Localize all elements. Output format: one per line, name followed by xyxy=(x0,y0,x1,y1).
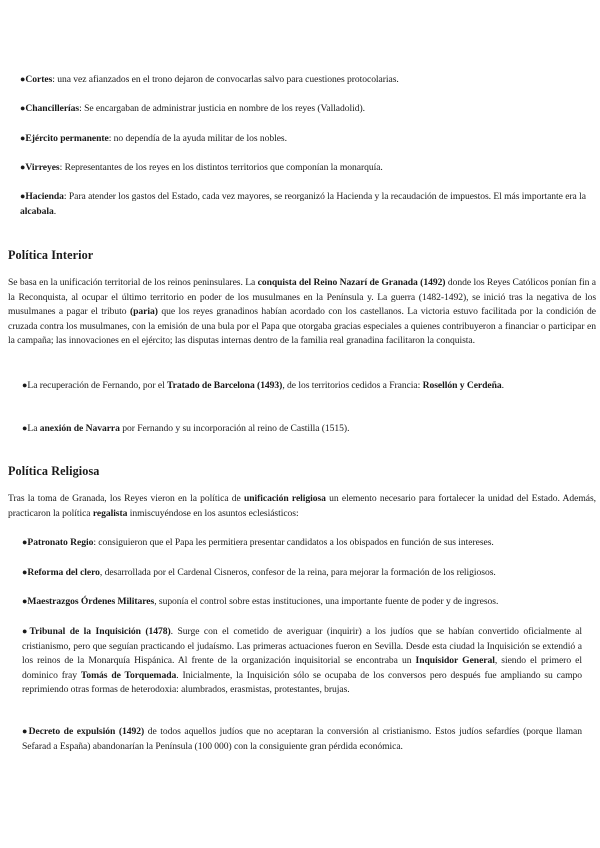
list-item-title: Cortes xyxy=(25,74,53,85)
paragraph-interior xyxy=(8,276,596,349)
bullet-icon: ● xyxy=(20,74,26,84)
list-item-decreto xyxy=(22,724,582,754)
text-run: . Inicialmente, la Inquisición sólo se ocupaba de los conversos pero después fue ampliando su campo reprimiendo otras formas de heterodoxia: alumbrados, erasmistas, protestantes, brujas. xyxy=(22,669,583,696)
bullet-icon: ● xyxy=(22,537,28,547)
bullet-icon: ● xyxy=(20,162,26,172)
bold-run: Tomás de Torquemada xyxy=(80,669,177,681)
text-run: La recuperación de Fernando, por el xyxy=(27,380,168,391)
list-item-inquisicion xyxy=(22,624,582,698)
list-item-patronato xyxy=(22,535,588,551)
text-run: un elemento necesario para fortalecer la unidad del Estado. Además, practicaron la política xyxy=(8,493,597,519)
bold-run: Inquisidor General xyxy=(415,655,495,667)
list-item-reforma xyxy=(22,565,588,581)
list-item-chancillerias xyxy=(20,101,592,117)
text-run: . Surge con el cometido de averiguar (inquirir) a los judíos que se habían convertido oficialmente al cristianismo, pero que seguían practicando el judaísmo. Las primeras actuaciones fueron en Sevilla. Desde esta ciudad la Inquisición se extendió a los reinos de la Monarquía Hispánica. Al frente de la organización inquisitorial se encontraba un xyxy=(22,626,582,667)
text-run: Tras la toma de Granada, los Reyes vieron en la política de xyxy=(8,493,244,504)
bullet-icon: ● xyxy=(22,626,30,636)
list-item-title: Tribunal de la Inquisición (1478) xyxy=(29,626,171,637)
list-item-title: Virreyes xyxy=(25,162,60,173)
text-run: , siendo el primero el dominico fray xyxy=(22,655,582,681)
list-item-title: Chancillerías xyxy=(25,103,80,114)
list-item-text: , desarrollada por el Cardenal Cisneros, confesor de la reina, para mejorar la formación de los religiosos. xyxy=(99,567,496,578)
list-item-navarra xyxy=(22,421,582,437)
bold-run: conquista del Reino Nazarí de Granada (1492) xyxy=(257,277,446,288)
list-item-title: Decreto de expulsión (1492) xyxy=(28,726,145,737)
list-item-text: : Representantes de los reyes en los distintos territorios que componían la monarquía. xyxy=(59,162,383,173)
list-item-ejercito xyxy=(20,131,592,147)
paragraph-religiosa xyxy=(8,492,596,521)
bullet-icon: ● xyxy=(22,726,29,736)
section-heading-interior: Política Interior xyxy=(8,248,94,262)
list-item-text: : Para atender los gastos del Estado, cada vez mayores, se reorganizó la Hacienda y la recaudación de impuestos. El más importante era la xyxy=(63,191,586,202)
list-item-title: Maestrazgos Órdenes Militares xyxy=(27,596,155,607)
bold-run: anexión de Navarra xyxy=(39,423,120,434)
bullet-icon: ● xyxy=(20,103,26,113)
text-run: . xyxy=(501,380,505,391)
text-run: inmiscuyéndose en los asuntos eclesiásticos: xyxy=(127,507,299,519)
text-run: por Fernando y su incorporación al reino de Castilla (1515). xyxy=(119,423,350,434)
bold-run: regalista xyxy=(92,507,128,519)
text-run: que los reyes granadinos habían acordado con los castellanos. La victoria estuvo facilitada por la condición de cruzada contra los musulmanes, con la emisión de una bula por el Papa que otorgaba gracias especiales a quienes contribuyeron a financiar o participar en la campaña; las innovaciones en el ejército; las disputas internas dentro de la familia real granadina facilitaron la conquista. xyxy=(8,306,596,347)
text-run: Se basa en la unificación territorial de los reinos peninsulares. La xyxy=(8,277,258,288)
bullet-icon: ● xyxy=(20,133,26,143)
bullet-icon: ● xyxy=(22,567,28,577)
list-item-virreyes xyxy=(20,160,592,176)
list-item-text: : una vez afianzados en el trono dejaron de convocarlas salvo para cuestiones protocolarias. xyxy=(52,74,399,85)
list-item-text: , suponía el control sobre estas instituciones, una importante fuente de poder y de ingresos. xyxy=(154,596,499,607)
list-item-text: : no dependía de la ayuda militar de los nobles. xyxy=(108,133,287,144)
list-item-title: Hacienda xyxy=(25,191,64,202)
list-item-hacienda xyxy=(20,189,586,219)
section-heading-religiosa: Política Religiosa xyxy=(8,464,100,478)
bold-run: Rosellón y Cerdeña xyxy=(422,380,502,391)
bullet-icon: ● xyxy=(22,423,28,433)
list-item-end: . xyxy=(53,205,57,217)
bold-run: Tratado de Barcelona (1493) xyxy=(167,380,283,391)
list-item-barcelona xyxy=(22,378,546,394)
bold-run: unificación religiosa xyxy=(243,493,326,504)
bold-run: (paria) xyxy=(129,306,158,318)
list-item-title: Reforma del clero xyxy=(27,567,100,578)
bullet-icon: ● xyxy=(20,191,26,201)
text-run: donde los Reyes Católicos ponían fin a la Reconquista, al ocupar el último territorio en poder de los musulmanes en la Península y. La guerra (1482-1492), se inició tras la negativa de los musulmanes a pagar el tributo xyxy=(8,277,596,318)
list-item-text: : consiguieron que el Papa les permitiera presentar candidatos a los obispados en función de sus intereses. xyxy=(93,537,494,548)
bullet-icon: ● xyxy=(22,596,28,606)
bullet-icon: ● xyxy=(22,380,28,390)
list-item-title: Ejército permanente xyxy=(25,133,109,144)
list-item-text: : Se encargaban de administrar justicia en nombre de los reyes (Valladolid). xyxy=(79,103,365,114)
list-item-bold-end: alcabala xyxy=(20,205,54,217)
text-run: La xyxy=(27,423,40,434)
text-run: , de los territorios cedidos a Francia: xyxy=(282,380,423,391)
list-item-text: de todos aquellos judíos que no aceptaran la conversión al cristianismo. Estos judíos sefardíes (porque llaman Sefarad a España) abandonarían la Península (100 000) con la consiguiente gran pérdida económica. xyxy=(22,726,582,752)
list-item-title: Patronato Regio xyxy=(27,537,94,548)
list-item-cortes xyxy=(20,72,592,88)
list-item-maestrazgos xyxy=(22,594,588,610)
